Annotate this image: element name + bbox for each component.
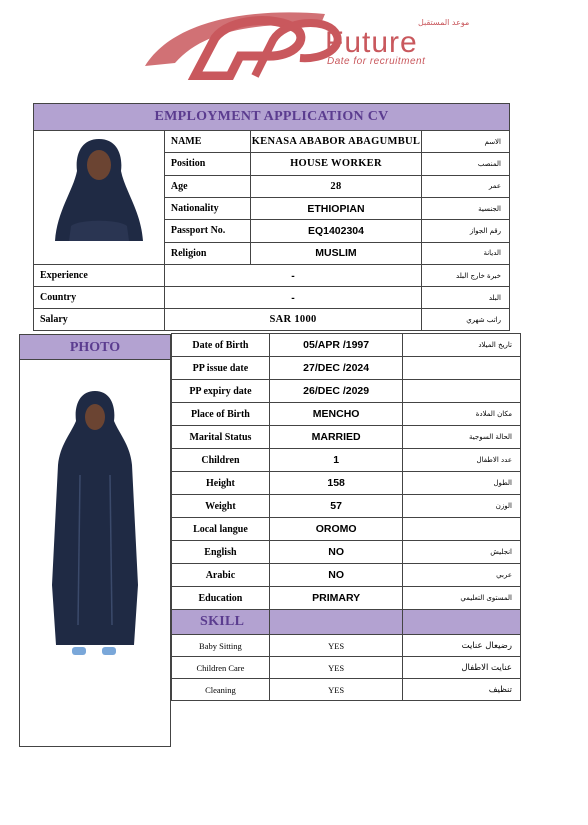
english-label-ar: انجليش [403, 541, 521, 564]
skill-children-care-value: YES [269, 657, 403, 679]
logo-arabic-text: موعد المستقبل [418, 18, 470, 27]
skill-header-blank [269, 610, 403, 635]
weight-label-ar: الوزن [403, 495, 521, 518]
education-label-ar: المستوى التعليمي [403, 587, 521, 610]
marital-status-label: Marital Status [172, 426, 270, 449]
skill-baby-sitting-value: YES [269, 635, 403, 657]
english-label: English [172, 541, 270, 564]
full-photo-frame [19, 334, 171, 747]
experience-label-ar: خبرة خارج البلد [422, 265, 510, 287]
religion-label: Religion [164, 242, 250, 264]
salary-label-ar: راتب شهري [422, 309, 510, 331]
country-value: - [164, 287, 421, 309]
passport-label-ar: رقم الجواز [422, 220, 510, 242]
skill-header-blank-ar [403, 610, 521, 635]
portrait-photo-cell [34, 131, 165, 265]
arabic-label-ar: عربي [403, 564, 521, 587]
position-value: HOUSE WORKER [250, 153, 422, 175]
name-label-ar: الاسم [422, 131, 510, 153]
passport-label: Passport No. [164, 220, 250, 242]
place-of-birth-label-ar: مكان الملادة [403, 403, 521, 426]
nationality-label: Nationality [164, 197, 250, 219]
full-body-photo [50, 385, 140, 665]
pp-issue-label-ar [403, 357, 521, 380]
arabic-value: NO [269, 564, 403, 587]
marital-status-label-ar: الحالة السوجية [403, 426, 521, 449]
nationality-label-ar: الجنسية [422, 197, 510, 219]
age-value: 28 [250, 175, 422, 197]
religion-value: MUSLIM [250, 242, 422, 264]
experience-label: Experience [34, 265, 165, 287]
experience-value: - [164, 265, 421, 287]
age-label: Age [164, 175, 250, 197]
personal-info-table [33, 103, 510, 331]
height-label: Height [172, 472, 270, 495]
pp-expiry-label: PP expiry date [172, 380, 270, 403]
page-title: EMPLOYMENT APPLICATION CV [34, 104, 510, 131]
details-table [171, 333, 521, 701]
country-label-ar: البلد [422, 287, 510, 309]
name-value: KENASA ABABOR ABAGUMBUL [250, 131, 422, 153]
age-label-ar: عمر [422, 175, 510, 197]
height-value: 158 [269, 472, 403, 495]
salary-value: SAR 1000 [164, 309, 421, 331]
photo-header: PHOTO [19, 334, 171, 360]
dob-label: Date of Birth [172, 334, 270, 357]
local-language-label-ar [403, 518, 521, 541]
children-value: 1 [269, 449, 403, 472]
english-value: NO [269, 541, 403, 564]
dob-label-ar: تاريخ الميلاد [403, 334, 521, 357]
skill-children-care-ar: عنايت الاطفال [403, 657, 521, 679]
nationality-value: ETHIOPIAN [250, 197, 422, 219]
pp-issue-label: PP issue date [172, 357, 270, 380]
skill-cleaning-label: Cleaning [172, 679, 270, 701]
skill-cleaning-value: YES [269, 679, 403, 701]
logo-wordmark: Future [325, 26, 418, 59]
local-language-value: OROMO [269, 518, 403, 541]
weight-value: 57 [269, 495, 403, 518]
portrait-photo [49, 131, 149, 261]
children-label: Children [172, 449, 270, 472]
pp-expiry-value: 26/DEC /2029 [269, 380, 403, 403]
country-label: Country [34, 287, 165, 309]
education-label: Education [172, 587, 270, 610]
skill-baby-sitting-label: Baby Sitting [172, 635, 270, 657]
place-of-birth-value: MENCHO [269, 403, 403, 426]
place-of-birth-label: Place of Birth [172, 403, 270, 426]
position-label: Position [164, 153, 250, 175]
position-label-ar: المنصب [422, 153, 510, 175]
marital-status-value: MARRIED [269, 426, 403, 449]
pp-issue-value: 27/DEC /2024 [269, 357, 403, 380]
logo-tagline: Date for recruitment [327, 56, 426, 67]
pp-expiry-label-ar [403, 380, 521, 403]
skill-cleaning-ar: تنظيف [403, 679, 521, 701]
skill-children-care-label: Children Care [172, 657, 270, 679]
weight-label: Weight [172, 495, 270, 518]
passport-value: EQ1402304 [250, 220, 422, 242]
height-label-ar: الطول [403, 472, 521, 495]
local-language-label: Local langue [172, 518, 270, 541]
skill-header: SKILL [172, 610, 270, 635]
salary-label: Salary [34, 309, 165, 331]
education-value: PRIMARY [269, 587, 403, 610]
religion-label-ar: الديانة [422, 242, 510, 264]
dob-value: 05/APR /1997 [269, 334, 403, 357]
children-label-ar: عدد الاطفال [403, 449, 521, 472]
arabic-label: Arabic [172, 564, 270, 587]
skill-baby-sitting-ar: رضيعال عنايت [403, 635, 521, 657]
name-label: NAME [164, 131, 250, 153]
